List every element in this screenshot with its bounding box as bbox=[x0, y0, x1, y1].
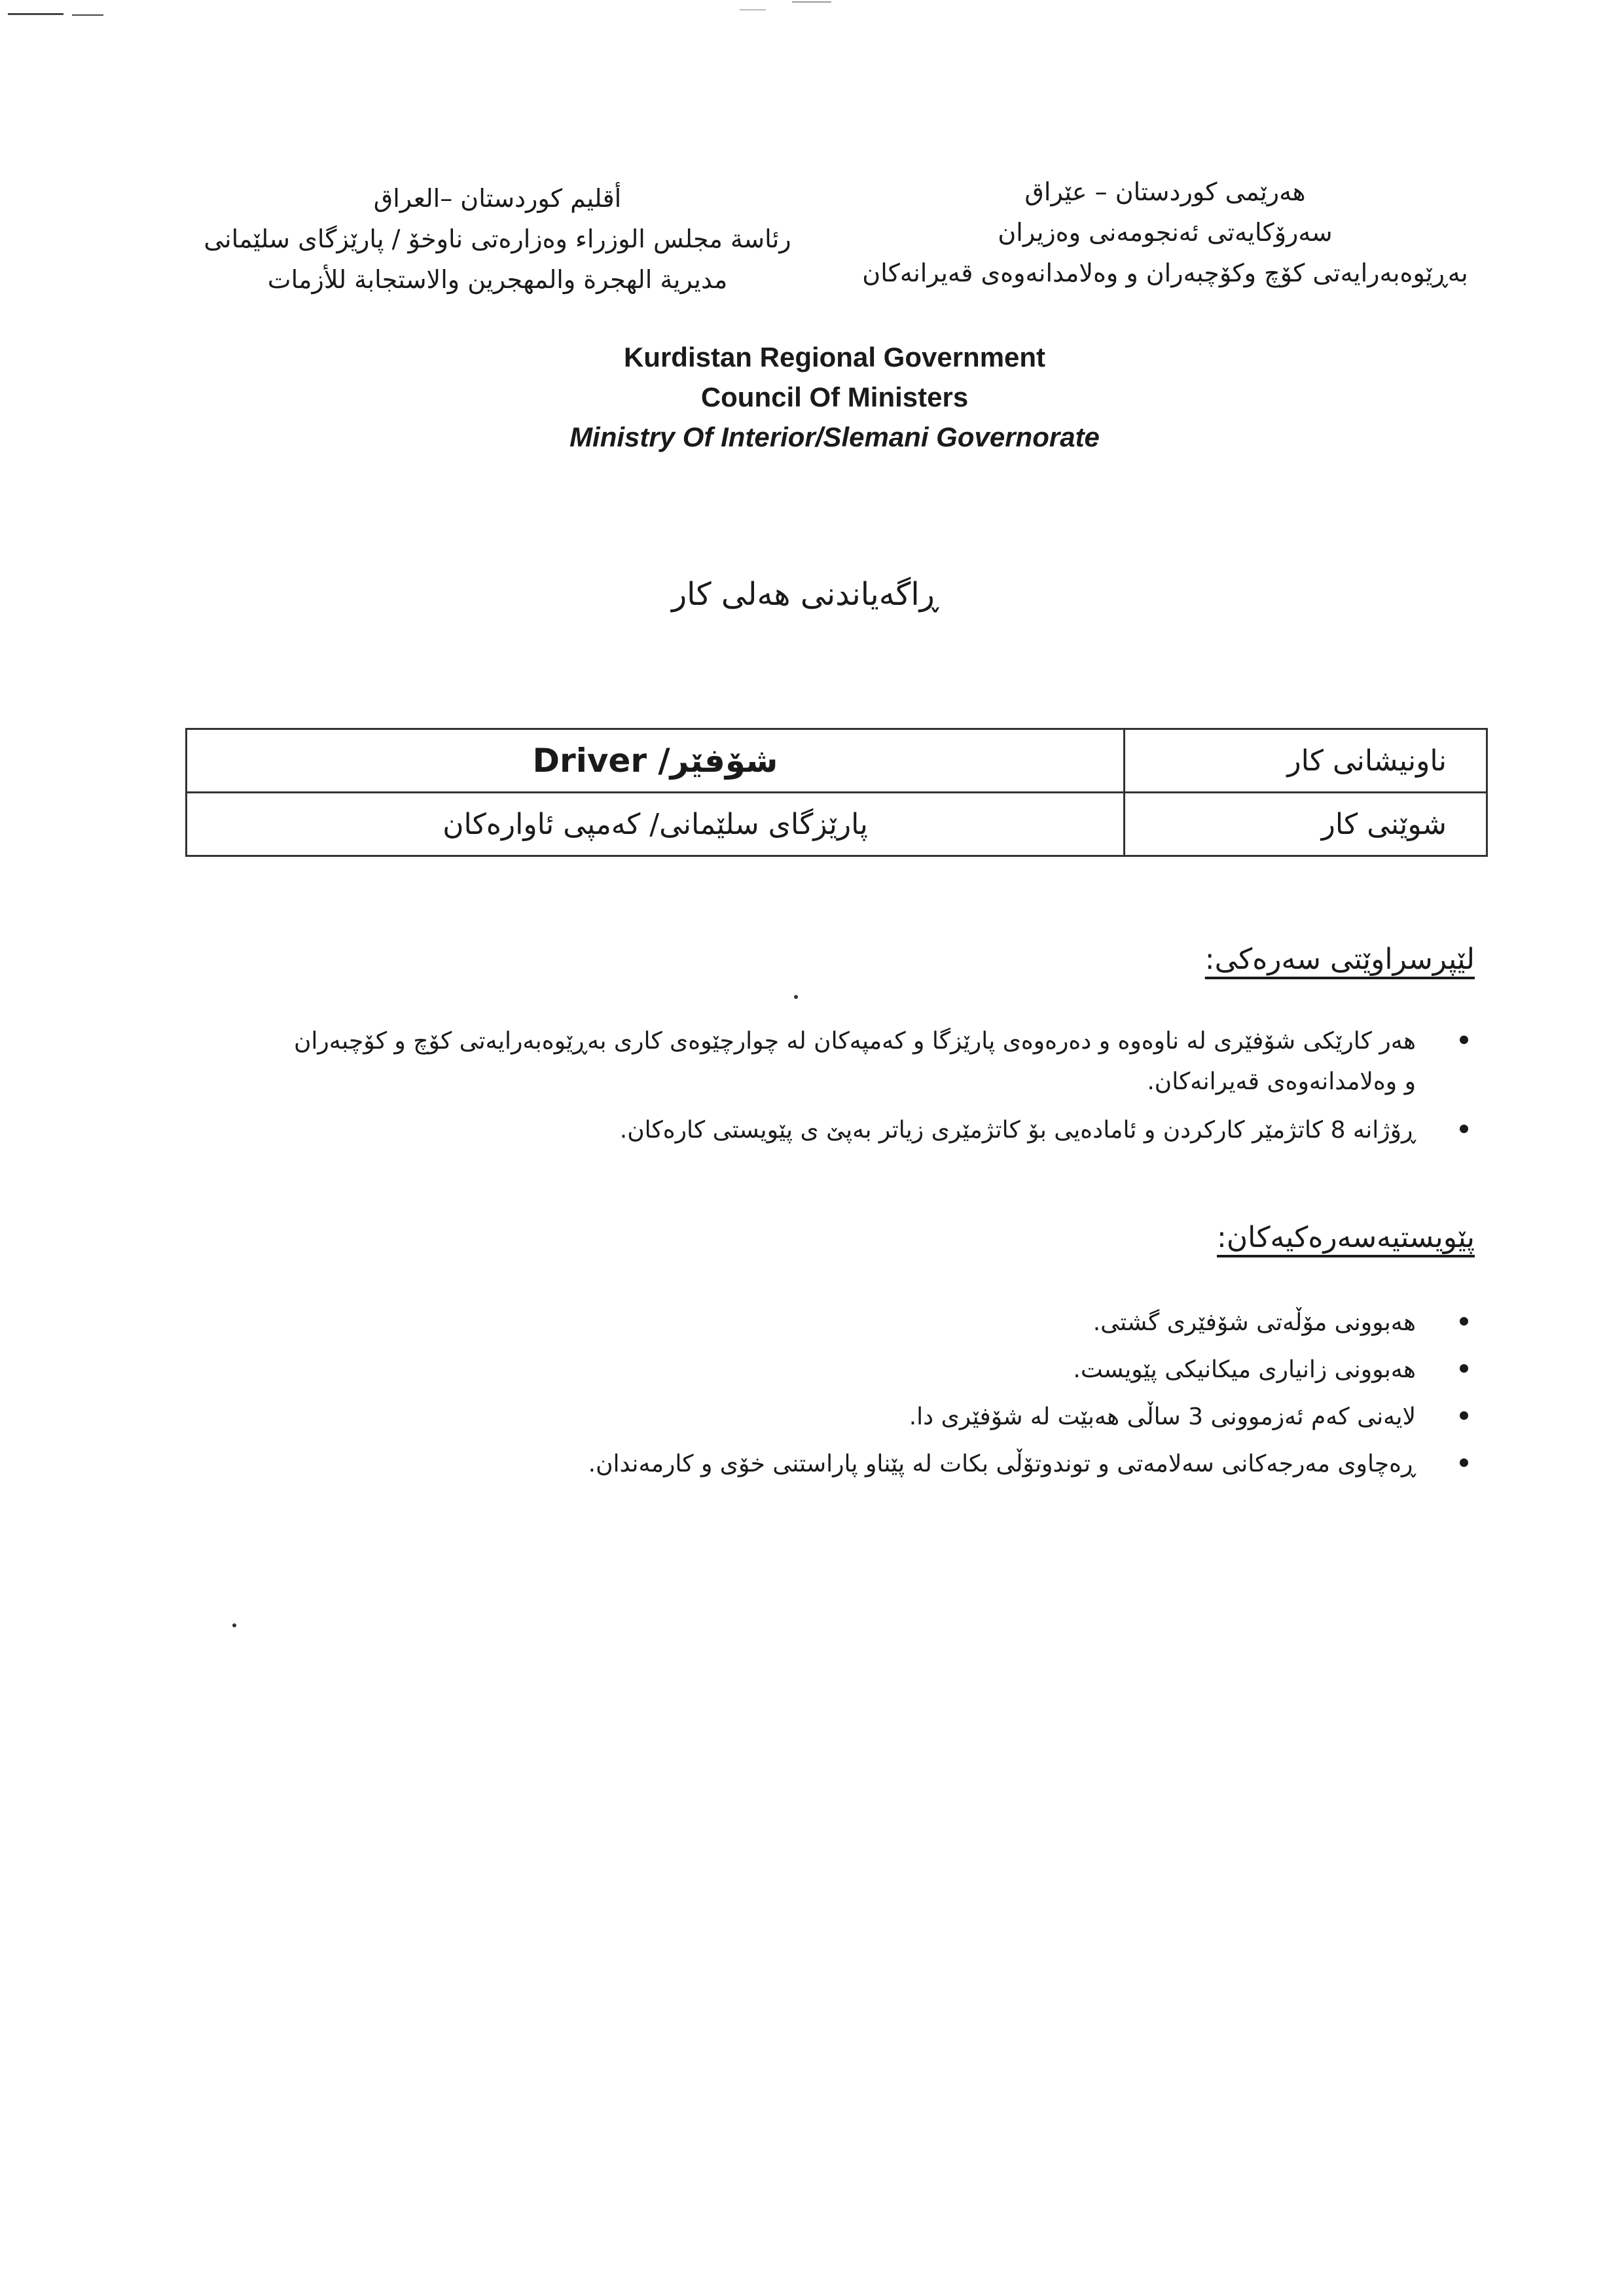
letterhead-line: بەڕێوەبەرایەتی کۆچ وکۆچبەران و وەلامدانەوەی قەیرانەکان bbox=[862, 259, 1468, 287]
list-item-text: لایەنی کەم ئەزموونی 3 ساڵی هەبێت لە شۆفێری دا. bbox=[909, 1403, 1416, 1430]
list-item-text: ڕەچاوی مەرجەکانی سەلامەتی و توندوتۆڵی بکات لە پێناو پاراستنی خۆی و کارمەندان. bbox=[588, 1451, 1416, 1477]
list-item bbox=[277, 1444, 1514, 1485]
job-location-label: شوێنی کار bbox=[1125, 793, 1487, 856]
letterhead-kurdish bbox=[851, 172, 1479, 293]
scan-mark bbox=[792, 1, 831, 3]
bullet-icon bbox=[1460, 1364, 1468, 1373]
letterhead-line: Kurdistan Regional Government bbox=[623, 342, 1046, 372]
table-row bbox=[187, 729, 1487, 793]
list-item-text: هەبوونی مۆڵەتی شۆفێری گشتی. bbox=[1092, 1309, 1416, 1336]
list-item-text: هەبوونی زانیاری میکانیکی پێویست. bbox=[1073, 1356, 1416, 1383]
bullet-icon bbox=[1460, 1458, 1468, 1467]
scan-speck bbox=[794, 995, 798, 999]
list-item bbox=[277, 1021, 1514, 1102]
list-item bbox=[277, 1303, 1514, 1343]
scan-mark bbox=[740, 9, 766, 10]
job-title-value: شۆفێر/ Driver bbox=[187, 729, 1125, 793]
list-item-text: ڕۆژانە 8 کاتژمێر کارکردن و ئامادەیی بۆ کاتژمێری زیاتر بەپێ ی پێویستی کارەکان. bbox=[619, 1117, 1416, 1144]
bullet-icon bbox=[1460, 1411, 1468, 1420]
table-row bbox=[187, 793, 1487, 856]
bullet-icon bbox=[1460, 1036, 1468, 1044]
letterhead-line: Ministry Of Interior/Slemani Governorate bbox=[569, 422, 1100, 452]
list-item bbox=[277, 1350, 1514, 1390]
requirements-list bbox=[277, 1303, 1514, 1491]
letterhead-line: هەرێمی کوردستان – عێراق bbox=[1024, 177, 1306, 206]
responsibilities-list bbox=[277, 1021, 1514, 1159]
list-item bbox=[277, 1397, 1514, 1437]
letterhead-line: أقليم كوردستان –العراق bbox=[373, 184, 622, 213]
job-title-label: ناونیشانی کار bbox=[1125, 729, 1487, 793]
list-item-text: هەر کارێکی شۆفێری لە ناوەوە و دەرەوەی پارێزگا و کەمپەکان لە چوارچێوەی کاری بەڕێوەبەرایەتی کۆچ و کۆچبەران و وەلامدانەوەی قەیرانەکان. bbox=[293, 1028, 1416, 1095]
requirements-heading: پێویستیەسەرەکیەکان: bbox=[1217, 1221, 1475, 1254]
letterhead-line: سەرۆکایەتی ئەنجومەنی وەزیران bbox=[998, 218, 1333, 247]
letterhead-arabic bbox=[190, 178, 805, 300]
job-info-table bbox=[185, 728, 1488, 857]
list-item bbox=[277, 1110, 1514, 1151]
bullet-icon bbox=[1460, 1317, 1468, 1326]
bullet-icon bbox=[1460, 1125, 1468, 1133]
scan-speck bbox=[232, 1623, 236, 1627]
responsibilities-heading: لێپرسراوێتی سەرەکی: bbox=[1204, 943, 1475, 976]
letterhead-line: مديرية الهجرة والمهجرين والاستجابة للأزمات bbox=[267, 265, 728, 294]
letterhead-english bbox=[458, 337, 1211, 457]
letterhead-line: رئاسة مجلس الوزراء وەزارەتی ناوخۆ / پارێزگای سلێمانی bbox=[204, 225, 791, 253]
scan-mark bbox=[8, 13, 63, 15]
letterhead-line: Council Of Ministers bbox=[700, 382, 969, 412]
job-location-value: پارێزگای سلێمانی/ کەمپی ئاوارەکان bbox=[187, 793, 1125, 856]
announcement-title: ڕاگەیاندنی هەلی کار bbox=[672, 576, 939, 613]
scan-mark bbox=[72, 14, 103, 16]
